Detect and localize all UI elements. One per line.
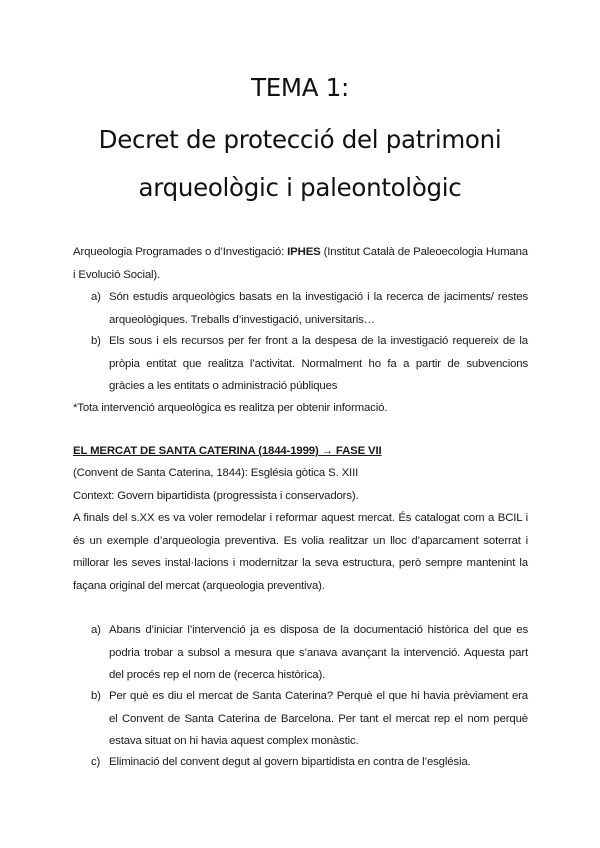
list2-item-c: [91, 751, 528, 774]
note-line: *Tota intervenció arqueològica es realitza per obtenir informació.: [73, 402, 388, 414]
list2-item-b-text: Per què es diu el mercat de Santa Caterina? Perquè el que hi havia prèviament era el Convent de Santa Caterina de Barcelona. Per tant el mercat rep el nom perquè estava situat on hi havia aquest complex monàstic.: [109, 690, 528, 748]
intro-bold-acronym: IPHES: [287, 246, 321, 258]
list1-item-a-text: Són estudis arqueològics basats en la investigació i la recerca de jaciments/ restes arqueològiques. Treballs d’investigació, universitaris…: [109, 291, 528, 326]
title-line-2: Decret de protecció del patrimoni: [98, 125, 502, 154]
intro-prefix: Arqueologia Programades o d’Investigació:: [73, 246, 288, 258]
section-line-1: (Convent de Santa Caterina, 1844): Església gòtica S. XIII: [73, 467, 359, 479]
section-paragraph: A finals del s.XX es va voler remodelar i reformar aquest mercat. És catalogat com a BCIL i és un exemple d’arqueologia preventiva. Es volia realitzar un lloc d’aparcament soterrat i millorar les seves instal·lacions i modernitzar la seva estructura, però sempre mantenint la façana original del mercat (arqueologia preventiva).: [73, 512, 528, 592]
intro-suffix: (Institut Català de Paleoecologia Humana i Evolució Social).: [73, 246, 528, 281]
list1-item-b-text: Els sous i els recursos per fer front a la despesa de la investigació requereix de la pròpia entitat que realitza l’activitat. Normalment ho fa a partir de subvencions gràcies a les entitats o administració públiques: [109, 335, 528, 393]
list2-item-a-marker: a): [91, 624, 101, 636]
list1-item-a: [91, 286, 528, 331]
list1-item-a-marker: a): [91, 291, 101, 303]
list2-item-a-text: Abans d’iniciar l’intervenció ja es disposa de la documentació històrica del que es podria trobar a subsol a mesura que s’anava avançant la intervenció. Aquesta part del procés rep el nom de (recerca històrica).: [109, 624, 528, 682]
section-heading-text: EL MERCAT DE SANTA CATERINA (1844-1999) → FASE VII: [73, 445, 382, 457]
intro-paragraph: [73, 241, 528, 286]
section-line-2: Context: Govern bipartidista (progressista i conservadors).: [73, 490, 359, 502]
list1-item-b: [91, 330, 528, 398]
list1-item-b-marker: b): [91, 335, 101, 347]
list2-item-a: [91, 619, 528, 687]
list2-item-b: [91, 685, 528, 753]
section-heading: [73, 440, 528, 463]
title-line-1: TEMA 1:: [251, 73, 349, 102]
list2-item-b-marker: b): [91, 690, 101, 702]
list2-item-c-marker: c): [91, 756, 101, 768]
list2-item-c-text: Eliminació del convent degut al govern bipartidista en contra de l’església.: [109, 756, 471, 768]
title-line-3: arqueològic i paleontològic: [138, 173, 462, 202]
